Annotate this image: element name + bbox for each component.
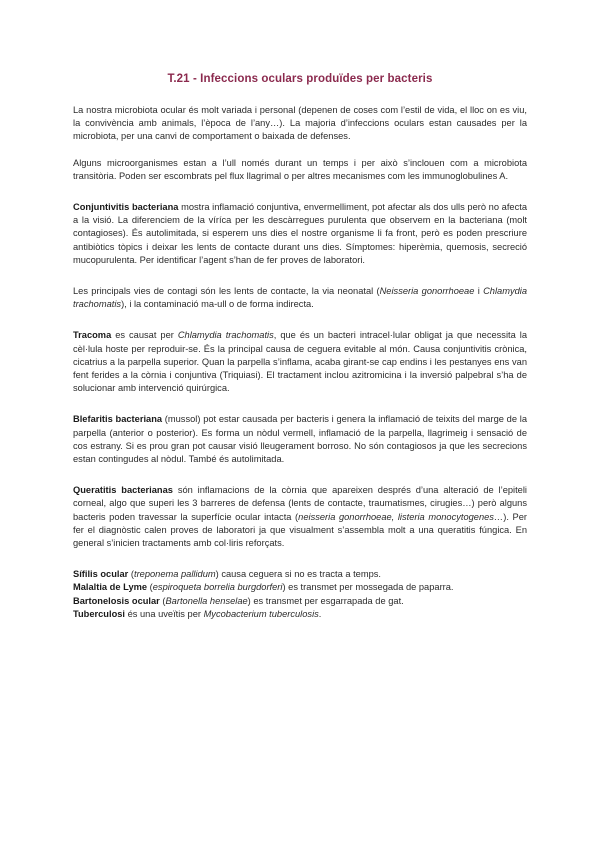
term-conjunctivitis: Conjuntivitis bacteriana: [73, 202, 179, 213]
term-blepharitis: Blefaritis bacteriana: [73, 414, 163, 425]
paragraph-conjunctivitis: Conjuntivitis bacteriana mostra inflamació conjuntiva, envermelliment, pot afectar als dos ulls però no afecta a la visió. La diferenciem de la víríca per les descàrregues purulenta que observem en la bacteriana (molt contagioses). És autolimitada, si esperem uns dies el nostre organisme li fa front, però es poden prescriure antibiòtics tòpics i deixar les lents de contacte durant uns dies. Símptomes: hiperèmia, quemosis, secreció mucopurulenta. Per identificar l’agent s’han de fer proves de laboratori.: [73, 202, 527, 265]
list-item: Bartonelosis ocular (Bartonella henselae) es transmet per esgarrapada de gat.: [73, 595, 404, 606]
list-item: Sífilis ocular (treponema pallidum) causa ceguera si no es tracta a temps.: [73, 569, 382, 580]
paragraph-blepharitis: Blefaritis bacteriana (mussol) pot estar causada per bacteris i genera la inflamació de teixits del marge de la parpella (anterior o posterior). Es forma un nòdul vermell, inflamació de la parpella, llagrimeig i sensació de cos estrany. Si es prou gran pot causar visió lleugerament borroso. No són contagiosos ja que les secrecions estan contingudes al nòdul. També és autolimitada.: [73, 414, 527, 465]
paragraph-contagion-routes: Les principals vies de contagi són les lents de contacte, la via neonatal (Neisseria gonorrhoeae i Chlamydia trachomatis), i la contaminació ma-ull o de forma indirecta.: [73, 286, 527, 310]
paragraph-keratitis: Queratitis bacterianas són inflamacions de la còrnia que apareixen després d’una alteració de l’epiteli corneal, algo que superi les 3 barreres de defensa (lents de contacte, traumatismes, cirugies…) però alguns bacteris poden travessar la superfície ocular intacta (neisseria gonorrhoeae, listeria monocytogenes…). Per fer el diagnòstic calen proves de laboratori ja que visualment s’assembla molt a una queratitis fúngica. En general s’inicien tractaments amb col·liris reforçats.: [73, 485, 528, 549]
paragraph-microbiota: La nostra microbiota ocular és molt variada i personal (depenen de coses com l’estil de vida, el lloc on es viu, la convivència amb animals, l’època de l’any…). La majoria d’infeccions oculars estan causades per la microbiota, per una canvi de comportament o baixada de defenses.: [73, 105, 527, 142]
document-body: [73, 104, 527, 621]
list-item: Tuberculosi és una uveïtis per Mycobacterium tuberculosis.: [73, 608, 322, 619]
paragraph-trachoma: Tracoma es causat per Chlamydia trachomatis, que és un bacteri intracel·lular obligat ja que necessita la cèl·lula hoste per reproduir-se. És la principal causa de ceguera evitable al món. Causa conjuntivitis crònica, cicatrius a la parpella superior. Quan la parpella s’inflama, acaba girant-se cap endins i les pestanyes ens van fent ferides a la còrnia i conjuntiva (Triquiasi). El tractament inclou azitromicina i la inversió palpebral s’ha de solucionar amb intervenció quirúrgica.: [73, 330, 527, 394]
page-title: T.21 - Infeccions oculars produïdes per bacteris: [167, 73, 433, 85]
term-keratitis: Queratitis bacterianas: [73, 485, 173, 496]
term-trachoma: Tracoma: [73, 330, 112, 341]
list-item: Malaltia de Lyme (espiroqueta borrelia burgdorferi) es transmet per mossegada de paparra.: [73, 582, 454, 593]
paragraph-transitory-microbiota: Alguns microorganismes estan a l’ull només durant un temps i per això s’inclouen com a microbiota transitòria. Poden ser escombrats pel flux llagrimal o per altres mecanismes com les immunoglobulines A.: [73, 157, 527, 181]
